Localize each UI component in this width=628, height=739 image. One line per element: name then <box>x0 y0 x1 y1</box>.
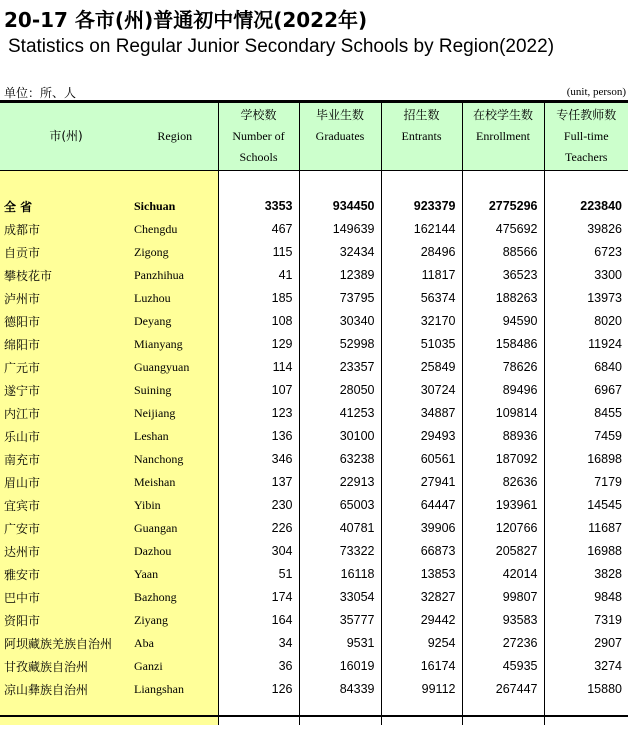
total-schools: 3353 <box>218 195 299 218</box>
row-entrants: 29442 <box>381 609 462 632</box>
row-enrollment: 88936 <box>462 425 544 448</box>
row-graduates: 33054 <box>299 586 381 609</box>
row-schools: 114 <box>218 356 299 379</box>
header-entrants: 招生数 Entrants <box>381 103 462 170</box>
table-row <box>0 402 628 425</box>
header-city: 市(州) <box>0 103 132 170</box>
table-row <box>0 540 628 563</box>
row-enrollment: 78626 <box>462 356 544 379</box>
table-row <box>0 448 628 471</box>
row-entrants: 66873 <box>381 540 462 563</box>
row-teachers: 6840 <box>594 360 622 374</box>
row-entrants: 34887 <box>381 402 462 425</box>
table-row <box>0 471 628 494</box>
row-label-cn: 乐山市 <box>0 425 132 448</box>
row-label-cn: 南充市 <box>0 448 132 471</box>
row-label-cn: 凉山彝族自治州 <box>0 678 132 701</box>
row-entrants: 16174 <box>381 655 462 678</box>
unit-label-en: (unit, person) <box>566 86 626 98</box>
row-label-cn: 泸州市 <box>0 287 132 310</box>
row-teachers: 7459 <box>594 429 622 443</box>
filler-row <box>0 701 628 725</box>
row-label-en: Aba <box>132 632 218 655</box>
table-row <box>0 287 628 310</box>
row-enrollment: 36523 <box>462 264 544 287</box>
table-row <box>0 264 628 287</box>
row-label-en: Bazhong <box>132 586 218 609</box>
row-schools: 226 <box>218 517 299 540</box>
row-label-cn: 甘孜藏族自治州 <box>0 655 132 678</box>
row-enrollment: 99807 <box>462 586 544 609</box>
row-schools: 108 <box>218 310 299 333</box>
table-row <box>0 425 628 448</box>
row-entrants: 32827 <box>381 586 462 609</box>
row-graduates: 65003 <box>299 494 381 517</box>
row-enrollment: 42014 <box>462 563 544 586</box>
row-teachers: 6723 <box>594 245 622 259</box>
row-enrollment: 205827 <box>462 540 544 563</box>
row-label-en: Panzhihua <box>132 264 218 287</box>
row-enrollment: 188263 <box>462 287 544 310</box>
row-schools: 36 <box>218 655 299 678</box>
table-row <box>0 655 628 678</box>
row-teachers: 11924 <box>588 337 622 351</box>
row-graduates: 16118 <box>299 563 381 586</box>
page-title: 20-17 各市(州)普通初中情况(2022年) <box>4 8 368 32</box>
row-entrants: 32170 <box>381 310 462 333</box>
table-row <box>0 632 628 655</box>
row-label-en: Meishan <box>132 471 218 494</box>
row-enrollment: 475692 <box>462 218 544 241</box>
row-graduates: 32434 <box>299 241 381 264</box>
table-row <box>0 379 628 402</box>
row-teachers: 16898 <box>587 452 622 466</box>
row-entrants: 13853 <box>381 563 462 586</box>
row-label-cn: 内江市 <box>0 402 132 425</box>
row-label-en: Dazhou <box>132 540 218 563</box>
row-enrollment: 267447 <box>462 678 544 701</box>
row-enrollment: 193961 <box>462 494 544 517</box>
table-row <box>0 494 628 517</box>
row-label-en: Suining <box>132 379 218 402</box>
row-graduates: 23357 <box>299 356 381 379</box>
row-graduates: 40781 <box>299 517 381 540</box>
statistics-table <box>0 103 628 725</box>
row-schools: 136 <box>218 425 299 448</box>
row-enrollment: 109814 <box>462 402 544 425</box>
row-enrollment: 82636 <box>462 471 544 494</box>
row-teachers: 15880 <box>587 682 622 696</box>
row-label-cn: 雅安市 <box>0 563 132 586</box>
row-label-en: Neijiang <box>132 402 218 425</box>
row-enrollment: 88566 <box>462 241 544 264</box>
row-label-en: Ganzi <box>132 655 218 678</box>
row-entrants: 25849 <box>381 356 462 379</box>
row-enrollment: 27236 <box>462 632 544 655</box>
row-label-en: Yibin <box>132 494 218 517</box>
row-label-cn: 遂宁市 <box>0 379 132 402</box>
row-graduates: 12389 <box>299 264 381 287</box>
row-schools: 185 <box>218 287 299 310</box>
row-label-en: Guangyuan <box>132 356 218 379</box>
row-teachers: 9848 <box>594 590 622 604</box>
row-entrants: 162144 <box>381 218 462 241</box>
row-teachers: 6967 <box>594 383 622 397</box>
spacer-row <box>0 170 628 195</box>
header-enrollment: 在校学生数 Enrollment <box>462 103 544 170</box>
row-label-en: Luzhou <box>132 287 218 310</box>
row-label-cn: 达州市 <box>0 540 132 563</box>
row-label-cn: 成都市 <box>0 218 132 241</box>
row-enrollment: 158486 <box>462 333 544 356</box>
header-teachers: 专任教师数 Full-time Teachers <box>544 103 628 170</box>
row-schools: 123 <box>218 402 299 425</box>
row-label-en: Deyang <box>132 310 218 333</box>
row-graduates: 149639 <box>299 218 381 241</box>
row-teachers: 3274 <box>594 659 622 673</box>
row-schools: 51 <box>218 563 299 586</box>
row-schools: 304 <box>218 540 299 563</box>
row-enrollment: 89496 <box>462 379 544 402</box>
row-schools: 230 <box>218 494 299 517</box>
row-entrants: 30724 <box>381 379 462 402</box>
row-label-en: Yaan <box>132 563 218 586</box>
row-schools: 41 <box>218 264 299 287</box>
row-entrants: 11817 <box>381 264 462 287</box>
row-label-en: Nanchong <box>132 448 218 471</box>
row-schools: 115 <box>218 241 299 264</box>
row-schools: 467 <box>218 218 299 241</box>
row-graduates: 16019 <box>299 655 381 678</box>
row-label-cn: 广元市 <box>0 356 132 379</box>
row-label-cn: 攀枝花市 <box>0 264 132 287</box>
row-teachers: 3300 <box>594 268 622 282</box>
row-schools: 34 <box>218 632 299 655</box>
row-graduates: 73795 <box>299 287 381 310</box>
row-graduates: 28050 <box>299 379 381 402</box>
table-row <box>0 310 628 333</box>
row-label-en: Guangan <box>132 517 218 540</box>
row-teachers: 16988 <box>587 544 622 558</box>
row-graduates: 63238 <box>299 448 381 471</box>
row-label-en: Zigong <box>132 241 218 264</box>
row-schools: 129 <box>218 333 299 356</box>
row-entrants: 9254 <box>381 632 462 655</box>
row-label-en: Leshan <box>132 425 218 448</box>
total-graduates: 934450 <box>299 195 381 218</box>
header-region: Region <box>132 103 218 170</box>
table-row <box>0 517 628 540</box>
table-row <box>0 241 628 264</box>
row-teachers: 7319 <box>594 613 622 627</box>
row-enrollment: 187092 <box>462 448 544 471</box>
row-teachers: 14545 <box>587 498 622 512</box>
row-entrants: 27941 <box>381 471 462 494</box>
row-graduates: 30100 <box>299 425 381 448</box>
row-entrants: 51035 <box>381 333 462 356</box>
row-entrants: 56374 <box>381 287 462 310</box>
page-subtitle: Statistics on Regular Junior Secondary Schools by Region(2022) <box>8 36 555 57</box>
total-enrollment: 2775296 <box>462 195 544 218</box>
table-row <box>0 218 628 241</box>
row-label-en: Liangshan <box>132 678 218 701</box>
row-label-cn: 眉山市 <box>0 471 132 494</box>
table-row <box>0 563 628 586</box>
row-teachers: 11687 <box>588 521 622 535</box>
row-graduates: 84339 <box>299 678 381 701</box>
row-schools: 137 <box>218 471 299 494</box>
header-graduates: 毕业生数 Graduates <box>299 103 381 170</box>
table-row <box>0 356 628 379</box>
row-entrants: 64447 <box>381 494 462 517</box>
row-label-cn: 绵阳市 <box>0 333 132 356</box>
row-label-cn: 阿坝藏族羌族自治州 <box>0 632 132 655</box>
row-entrants: 39906 <box>381 517 462 540</box>
row-teachers: 8020 <box>594 314 622 328</box>
row-graduates: 41253 <box>299 402 381 425</box>
row-schools: 164 <box>218 609 299 632</box>
row-graduates: 35777 <box>299 609 381 632</box>
total-entrants: 923379 <box>381 195 462 218</box>
row-label-cn: 资阳市 <box>0 609 132 632</box>
row-label-cn: 广安市 <box>0 517 132 540</box>
row-entrants: 28496 <box>381 241 462 264</box>
table-row <box>0 333 628 356</box>
header-schools: 学校数 Number of Schools <box>218 103 299 170</box>
row-teachers: 7179 <box>594 475 622 489</box>
row-teachers: 39826 <box>587 222 622 236</box>
row-graduates: 73322 <box>299 540 381 563</box>
row-entrants: 29493 <box>381 425 462 448</box>
row-graduates: 52998 <box>299 333 381 356</box>
row-graduates: 30340 <box>299 310 381 333</box>
row-teachers: 3828 <box>594 567 622 581</box>
row-label-cn: 宜宾市 <box>0 494 132 517</box>
row-enrollment: 120766 <box>462 517 544 540</box>
table-header-row <box>0 103 628 170</box>
row-graduates: 9531 <box>299 632 381 655</box>
row-label-en: Mianyang <box>132 333 218 356</box>
row-label-en: Chengdu <box>132 218 218 241</box>
row-teachers: 2907 <box>594 636 622 650</box>
total-label-en: Sichuan <box>132 195 218 218</box>
row-schools: 346 <box>218 448 299 471</box>
table-row <box>0 586 628 609</box>
bottom-rule <box>0 715 628 717</box>
table-row <box>0 609 628 632</box>
row-schools: 174 <box>218 586 299 609</box>
row-entrants: 99112 <box>381 678 462 701</box>
table-row <box>0 678 628 701</box>
row-schools: 107 <box>218 379 299 402</box>
row-enrollment: 94590 <box>462 310 544 333</box>
row-label-en: Ziyang <box>132 609 218 632</box>
row-teachers: 8455 <box>594 406 622 420</box>
row-enrollment: 45935 <box>462 655 544 678</box>
row-entrants: 60561 <box>381 448 462 471</box>
row-label-cn: 自贡市 <box>0 241 132 264</box>
row-teachers: 13973 <box>587 291 622 305</box>
table-row-total <box>0 195 628 218</box>
row-graduates: 22913 <box>299 471 381 494</box>
row-label-cn: 德阳市 <box>0 310 132 333</box>
row-label-cn: 巴中市 <box>0 586 132 609</box>
row-schools: 126 <box>218 678 299 701</box>
unit-label-cn: 单位：所、人 <box>4 86 77 100</box>
total-label-cn: 全 省 <box>0 195 132 218</box>
row-enrollment: 93583 <box>462 609 544 632</box>
total-teachers: 223840 <box>580 199 622 213</box>
